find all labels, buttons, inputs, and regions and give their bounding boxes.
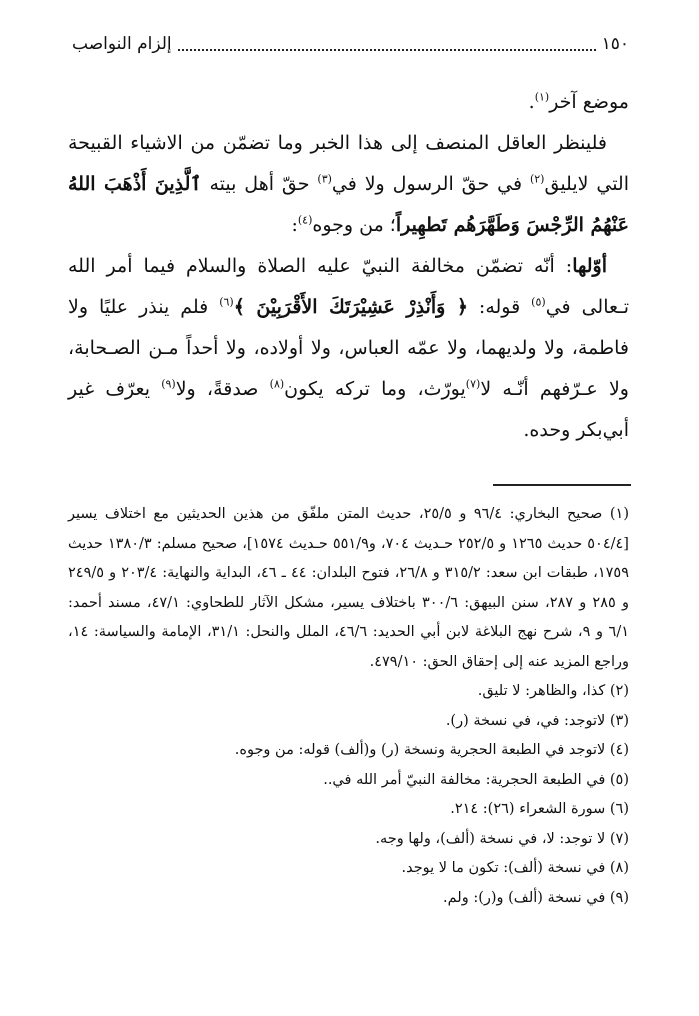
footnote-ref: (٤): [297, 213, 313, 227]
text-run: :: [291, 214, 298, 236]
footnote-ref: (٨): [269, 377, 285, 391]
footnote-9: (٩) في نسخة (ألف) و(ر): ولم.: [443, 889, 629, 906]
quran-quote: ﴿ وَأَنْذِرْ عَشِيْرَتَكَ الأَقْرَبِيْنَ ﴾: [233, 296, 468, 318]
page-number: ١٥٠: [601, 34, 629, 54]
text-run: صدقةً، ولا: [175, 378, 270, 400]
quran-quote: ٱلَّذِينَ أَذْهَبَ اللهُ عَنْهُمُ الرِّجْسَ وَطَهَّرَهُم تَطهِيراً: [68, 173, 629, 236]
footnote-ref: (٧): [465, 377, 481, 391]
footnote-7: (٧) لا توجد: لا، في نسخة (ألف)، ولها وجه.: [375, 830, 629, 847]
running-title: إلزام النواصب: [72, 34, 172, 54]
point-label: أوّلها: [572, 255, 607, 277]
text-run: حقّ أهل بيته: [201, 173, 318, 195]
footnote-ref: (٦): [219, 295, 234, 309]
footnote-ref: (٥): [531, 295, 546, 309]
footnotes-section: [68, 500, 629, 913]
footnote-8: (٨) في نسخة (ألف): تكون ما لا يوجد.: [401, 860, 629, 876]
text-run: فلينظر العاقل المنصف إلى هذا الخبر وما تضمّن من الاشياء القبيحة التي لايليق: [68, 132, 629, 195]
footnote-ref: (٣): [317, 172, 332, 186]
footnote-2: (٢) كذا، والظاهر: لا تليق.: [477, 683, 629, 699]
footnote-5: (٥) في الطبعة الحجرية: مخالفة النبيّ أمر الله في..: [323, 771, 629, 788]
text-run: قوله:: [467, 296, 532, 318]
footnote-separator: [493, 484, 631, 486]
header-dotted-leader: [178, 49, 596, 51]
footnote-1: (١) صحيح البخاري: ٩٦/٤ و ٢٥/٥، حديث المتن ملفّق من هذين الحديثين مع اختلاف يسير [٥٠٤/٤ حديث ١٢٦٥ و ٢٥٢/٥ حـديث ٧٠٤، و٥٥١/٩ حـديث ١٥٧٤]، صحيح مسلم: ١٣٨٠/٣ حديث ١٧٥٩، طبقات ابن سعد: ٣١٥/٢ و ٢٦/٨، فتوح البلدان: ٤٤ ـ ٤٦، البداية والنهاية: ٢٠٣/٤ و ٢٤٩/٥ و ٢٨٥ و ٢٨٧، سنن البيهق: ٣٠٠/٦ باختلاف يسير، مشكل الآثار للطحاوي: ٤٧/١، مسند أحمد: ٦/١ و ٩، شرح نهج البلاغة لابن أبي الحديد: ٤٦/٦، الملل والنحل: ٣١/١، الإمامة والسياسة: ١٤، وراجع المزيد عنه إلى إحقاق الحق: ٤٧٩/١٠.: [68, 506, 630, 670]
footnote-ref: (٢): [529, 172, 545, 186]
text-run: : أنّه تضمّن مخالفة النبيّ عليه الصلاة والسلام فيما أمر الله تـعالى في: [68, 255, 629, 318]
paragraph-continuation: موضع آخر$^{(١)}$.: [528, 90, 629, 113]
paragraph-intro: [68, 123, 629, 246]
footnote-ref: (٩): [161, 377, 176, 391]
footnote-4: (٤) لاتوجد في الطبعة الحجرية ونسخة (ر) و(ألف) قوله: من وجوه.: [234, 742, 629, 758]
text-run: يعرّف غير أبي‌بكر وحده.: [68, 378, 629, 441]
text-run: ؛ من وجوه: [312, 214, 396, 236]
running-header: [72, 30, 629, 56]
paragraph-first-point: [68, 246, 629, 451]
footnote-ref: (١): [534, 90, 550, 104]
main-text: [68, 82, 629, 451]
text-run: فلم ينذر عليًا ولا فاطمة، ولا ولديهما، ولا عمّه العباس، ولا أولاده، ولا أحداً مـن الصـحابة، ولا عـرّفهم أنّـه لا: [68, 296, 629, 400]
text-run: في حقّ الرسول ولا في: [331, 173, 530, 195]
text-run: موضع آخر: [549, 91, 629, 113]
footnote-3: (٣) لاتوجد: في، في نسخة (ر).: [445, 712, 629, 729]
text-run: يورّث، وما تركه يكون: [284, 378, 466, 400]
footnote-6: (٦) سورة الشعراء (٢٦): ٢١٤.: [450, 801, 629, 817]
